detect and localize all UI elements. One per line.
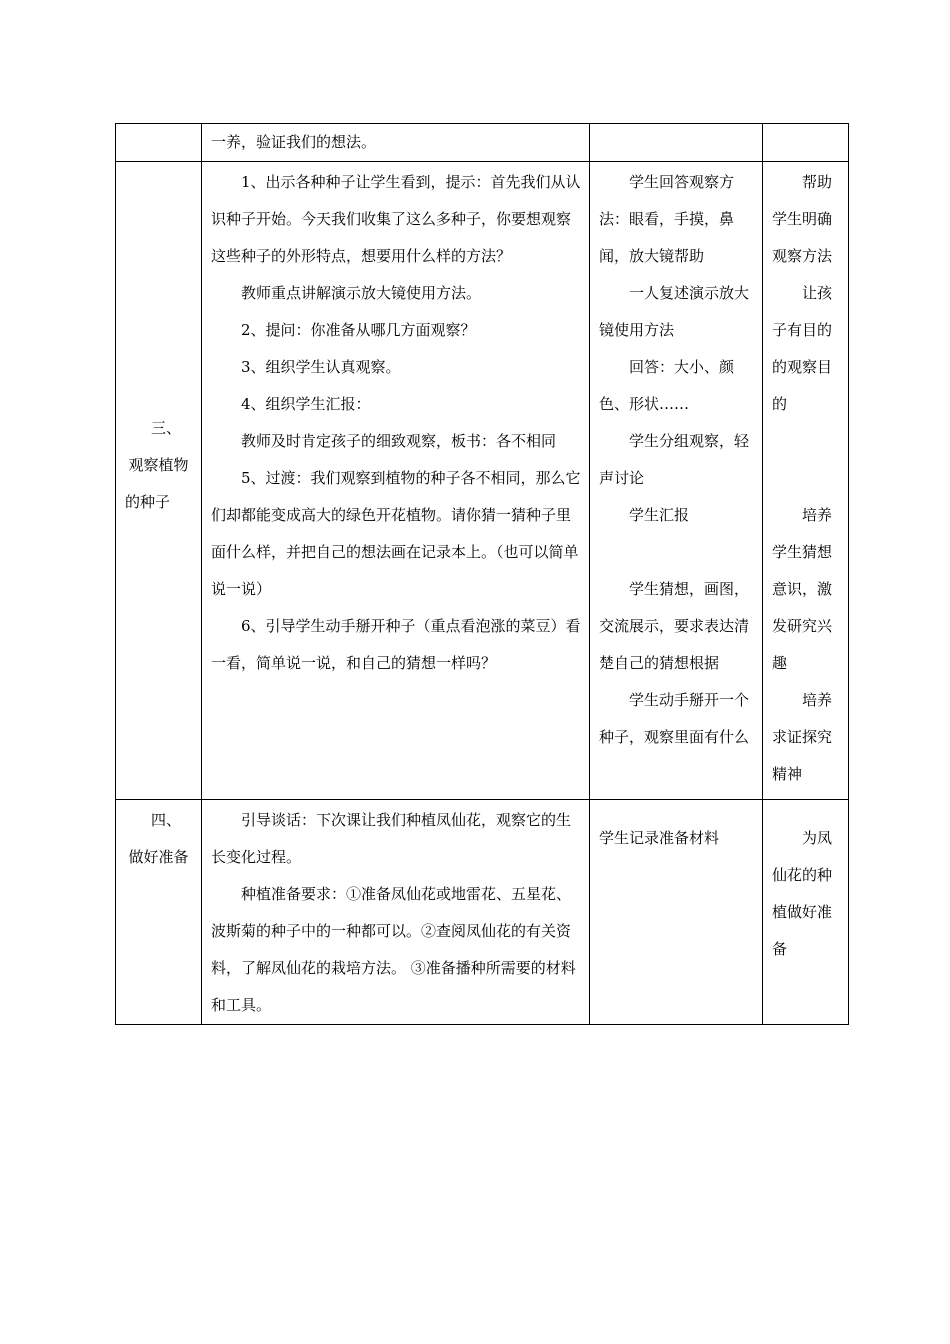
section-title-line: 做好准备 (128, 848, 189, 866)
teacher-paragraph: 5、过渡：我们观察到植物的种子各不相同，那么它们却都能变成高大的绿色开花植物。请你猜一猜种子里面什么样，并把自己的想法画在记录本上。（也可以简单说一说） (211, 469, 581, 598)
lesson-plan-table (115, 123, 849, 1025)
spacer (772, 423, 840, 460)
student-activity-cell (590, 124, 763, 162)
student-paragraph: 学生回答观察方法：眼看，手摸，鼻闻，放大镜帮助 (599, 173, 735, 265)
teacher-paragraph: 1、出示各种种子让学生看到，提示：首先我们从认识种子开始。今天我们收集了这么多种子，你要想观察这些种子的外形特点，想要用什么样的方法？ (211, 173, 581, 265)
section-number: 四、 (150, 811, 181, 829)
section-cell (116, 800, 202, 1025)
teacher-paragraph: 3、组织学生认真观察。 (241, 358, 401, 376)
section-title-line: 的种子 (125, 493, 171, 511)
teacher-activity-cell (202, 800, 590, 1025)
student-paragraph: 回答：大小、颜色、形状…… (599, 358, 735, 413)
purpose-cell (763, 124, 849, 162)
teacher-paragraph: 6、引导学生动手掰开种子（重点看泡涨的菜豆）看一看，简单说一说，和自己的猜想一样吗？ (211, 617, 581, 672)
teacher-paragraph: 4、组织学生汇报： (241, 395, 371, 413)
student-paragraph: 学生记录准备材料 (599, 829, 720, 847)
teacher-paragraph: 2、提问：你准备从哪几方面观察？ (241, 321, 476, 339)
table-row (116, 124, 849, 162)
purpose-cell (763, 162, 849, 800)
spacer (772, 460, 840, 497)
teacher-activity-cell (202, 162, 590, 800)
student-paragraph: 一人复述演示放大镜使用方法 (599, 284, 750, 339)
section-number: 三、 (150, 419, 181, 437)
section-cell (116, 162, 202, 800)
teacher-paragraph: 教师及时肯定孩子的细致观察，板书：各不相同 (241, 432, 557, 450)
table-row (116, 162, 849, 800)
teacher-paragraph: 教师重点讲解演示放大镜使用方法。 (241, 284, 482, 302)
purpose-paragraph: 帮助学生明确观察方法 (772, 173, 833, 265)
student-paragraph: 学生汇报 (629, 506, 690, 524)
student-paragraph: 学生分组观察，轻声讨论 (599, 432, 750, 487)
purpose-cell (763, 800, 849, 1025)
teacher-paragraph: 一养，验证我们的想法。 (211, 133, 377, 151)
teacher-paragraph: 种植准备要求：①准备凤仙花或地雷花、五星花、波斯菊的种子中的一种都可以。②查阅凤仙花的有关资料，了解凤仙花的栽培方法。 ③准备播种所需要的材料和工具。 (211, 885, 576, 1014)
teacher-paragraph: 引导谈话：下次课让我们种植凤仙花，观察它的生长变化过程。 (211, 811, 572, 866)
section-cell (116, 124, 202, 162)
spacer (599, 534, 754, 571)
student-activity-cell (590, 800, 763, 1025)
section-title-line: 观察植物 (128, 456, 189, 474)
purpose-paragraph: 让孩子有目的的观察目的 (772, 284, 833, 413)
student-activity-cell (590, 162, 763, 800)
table-row (116, 800, 849, 1025)
purpose-paragraph: 培养学生猜想意识，激发研究兴趣 (772, 506, 833, 672)
student-paragraph: 学生猜想，画图，交流展示，要求表达清楚自己的猜想根据 (599, 580, 750, 672)
purpose-paragraph: 为凤仙花的种植做好准备 (772, 829, 833, 958)
student-paragraph: 学生动手掰开一个种子，观察里面有什么 (599, 691, 750, 746)
purpose-paragraph: 培养求证探究精神 (772, 691, 833, 783)
teacher-activity-cell (202, 124, 590, 162)
